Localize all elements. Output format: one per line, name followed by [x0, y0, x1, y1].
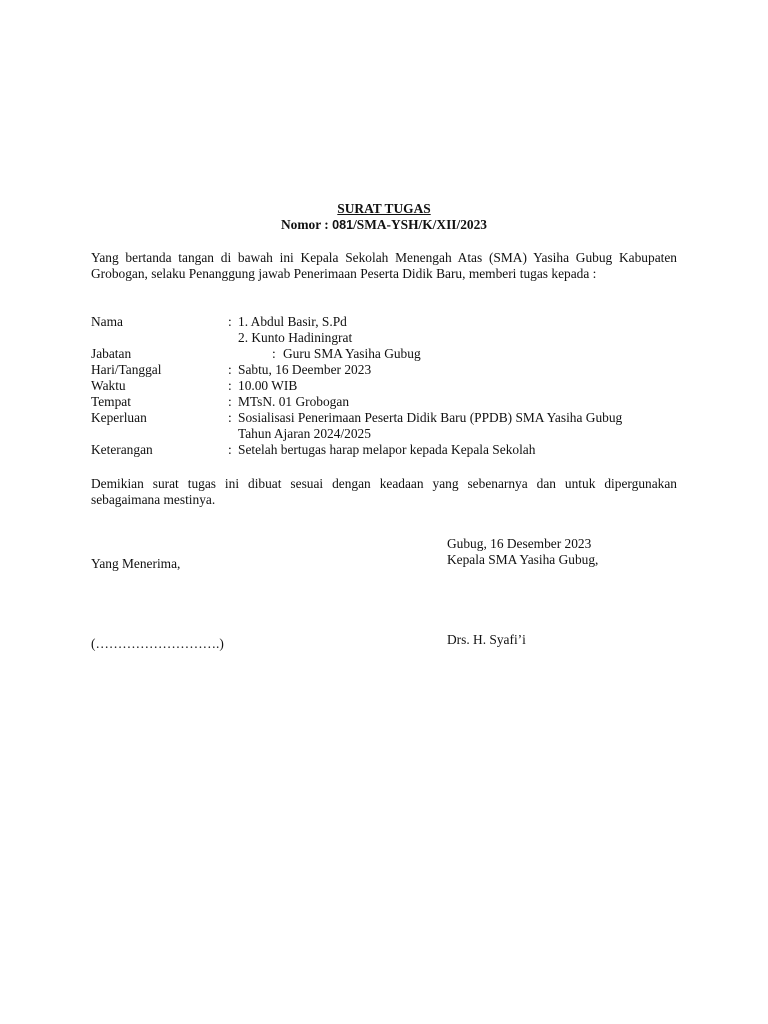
keterangan-label: Keterangan: [91, 442, 153, 457]
jabatan-value: Guru SMA Yasiha Gubug: [283, 346, 421, 361]
signer-name: Drs. H. Syafi’i: [447, 632, 526, 647]
signer-position: Kepala SMA Yasiha Gubug,: [447, 552, 599, 567]
jabatan-label: Jabatan: [91, 346, 132, 361]
hari-colon: :: [228, 362, 232, 377]
letter-number-suffix: /SMA-YSH/K/XII/2023: [353, 217, 487, 232]
nama-value-1: 1. Abdul Basir, S.Pd: [238, 314, 347, 329]
hari-value: Sabtu, 16 Deember 2023: [238, 362, 372, 377]
nama-colon: :: [228, 314, 232, 329]
keperluan-value-2: Tahun Ajaran 2024/2025: [238, 426, 371, 441]
intro-paragraph: Yang bertanda tangan di bawah ini Kepala Sekolah Menengah Atas (SMA) Yasiha Gubug Kabupaten Grobogan, selaku Penanggung jawab Penerimaan Peserta Didik Baru, memberi tugas kepada :: [91, 250, 677, 281]
receiver-signature-blank: (……………………….): [91, 636, 224, 651]
nama-value-2: 2. Kunto Hadiningrat: [238, 330, 353, 345]
keperluan-label: Keperluan: [91, 410, 147, 425]
letter-number: [0, 217, 768, 233]
letter-number-prefix: Nomor :: [280, 217, 333, 232]
closing-paragraph: Demikian surat tugas ini dibuat sesuai dengan keadaan yang sebenarnya dan untuk dipergunakan sebagaimana mestinya.: [91, 476, 677, 507]
place-date: Gubug, 16 Desember 2023: [447, 536, 592, 551]
tempat-colon: :: [228, 394, 232, 409]
tempat-value: MTsN. 01 Grobogan: [238, 394, 350, 409]
waktu-colon: :: [228, 378, 232, 393]
waktu-label: Waktu: [91, 378, 126, 393]
hari-label: Hari/Tanggal: [91, 362, 162, 377]
nama-label: Nama: [91, 314, 123, 329]
letter-number-digits: 081: [332, 218, 354, 232]
letter-title: SURAT TUGAS: [337, 201, 431, 216]
receiver-label: Yang Menerima,: [91, 556, 181, 571]
keperluan-value-1: Sosialisasi Penerimaan Peserta Didik Baru (PPDB) SMA Yasiha Gubug: [238, 410, 623, 425]
waktu-value: 10.00 WIB: [238, 378, 298, 393]
keterangan-value: Setelah bertugas harap melapor kepada Kepala Sekolah: [238, 442, 536, 457]
keterangan-colon: :: [228, 442, 232, 457]
tempat-label: Tempat: [91, 394, 131, 409]
keperluan-colon: :: [228, 410, 232, 425]
jabatan-colon: :: [272, 346, 276, 361]
